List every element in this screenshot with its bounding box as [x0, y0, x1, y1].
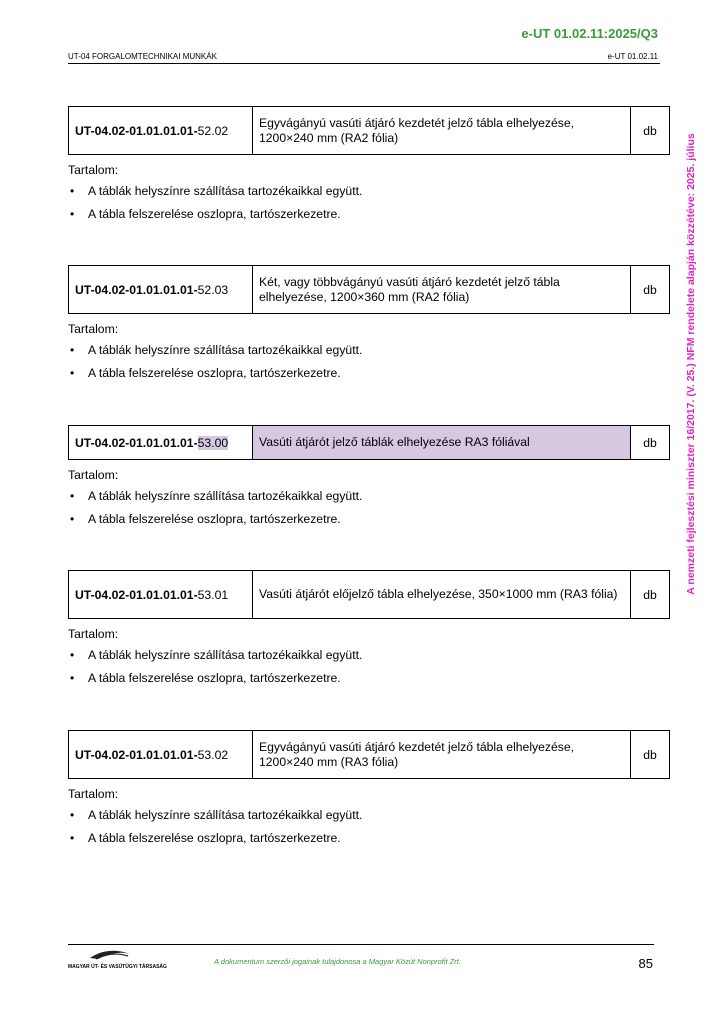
bullet-text: A tábla felszerelése oszlopra, tartószerkezetre. — [88, 671, 341, 685]
item-description: Két, vagy többvágányú vasúti átjáró kezdetét jelző tábla elhelyezése, 1200×360 mm (RA2 fólia) — [253, 266, 631, 314]
bullet-icon: • — [70, 648, 75, 662]
bullet-text: A tábla felszerelése oszlopra, tartószerkezetre. — [88, 366, 341, 380]
item-block — [68, 425, 670, 534]
bullet-icon: • — [70, 184, 75, 198]
bullet-icon: • — [70, 808, 75, 822]
bullet-item — [68, 488, 670, 511]
item-block — [68, 265, 670, 388]
item-code — [69, 426, 253, 460]
bullet-icon: • — [70, 207, 75, 221]
bullet-item — [68, 670, 670, 693]
page-number: 85 — [638, 956, 653, 971]
content-label: Tartalom: — [68, 627, 119, 641]
bullet-item — [68, 511, 670, 534]
item-description: Egyvágányú vasúti átjáró kezdetét jelző tábla elhelyezése, 1200×240 mm (RA3 fólia) — [253, 731, 631, 779]
content-bullets — [68, 488, 670, 534]
bullet-icon: • — [70, 343, 75, 357]
bullet-text: A tábla felszerelése oszlopra, tartószerkezetre. — [88, 831, 341, 845]
content-label: Tartalom: — [68, 322, 119, 336]
bullet-item — [68, 206, 670, 229]
header-chapter-title — [68, 52, 217, 61]
header-doc-ref: e-UT 01.02.11 — [607, 52, 658, 61]
item-code-prefix: UT-04.02-01.01.01.01- — [75, 587, 198, 602]
bullet-text: A táblák helyszínre szállítása tartozékaikkal együtt. — [88, 489, 363, 503]
item-code — [69, 107, 253, 155]
bullet-icon: • — [70, 831, 75, 845]
item-table — [68, 570, 670, 619]
item-unit: db — [631, 731, 670, 779]
item-description: Vasúti átjárót előjelző tábla elhelyezése, 350×1000 mm (RA3 fólia) — [253, 571, 631, 619]
association-logo — [68, 948, 168, 970]
item-code-suffix: 53.02 — [197, 747, 229, 762]
bullet-item — [68, 807, 670, 830]
item-code-prefix: UT-04.02-01.01.01.01- — [75, 282, 198, 297]
header-chapter-prefix: UT-04 F — [68, 52, 97, 61]
header-divider — [68, 63, 660, 64]
logo-text: MAGYAR ÚT- ÉS VASÚTÜGYI TÁRSASÁG — [68, 964, 167, 970]
side-publication-note — [684, 96, 698, 631]
item-code-suffix: 52.02 — [197, 123, 229, 138]
item-code-suffix: 53.01 — [197, 587, 229, 602]
item-block — [68, 570, 670, 693]
item-description: Egyvágányú vasúti átjáró kezdetét jelző tábla elhelyezése, 1200×240 mm (RA2 fólia) — [253, 107, 631, 155]
bullet-icon: • — [70, 512, 75, 526]
bullet-text: A táblák helyszínre szállítása tartozékaikkal együtt. — [88, 648, 363, 662]
content-label: Tartalom: — [68, 163, 119, 177]
bullet-item — [68, 365, 670, 388]
item-unit: db — [631, 426, 670, 460]
item-unit: db — [631, 107, 670, 155]
content-bullets — [68, 183, 670, 229]
item-code-suffix: 53.00 — [197, 435, 229, 450]
content-bullets — [68, 807, 670, 853]
footer-divider — [68, 944, 654, 945]
item-code — [69, 571, 253, 619]
content-label: Tartalom: — [68, 468, 119, 482]
header-chapter-rest: ORGALOMTECHNIKAI MUNKÁK — [96, 52, 217, 61]
item-block — [68, 730, 670, 853]
item-code-suffix: 52.03 — [197, 282, 229, 297]
bullet-text: A táblák helyszínre szállítása tartozékaikkal együtt. — [88, 184, 363, 198]
bullet-item — [68, 830, 670, 853]
content-bullets — [68, 342, 670, 388]
bullet-icon: • — [70, 671, 75, 685]
item-code-prefix: UT-04.02-01.01.01.01- — [75, 435, 198, 450]
item-table — [68, 265, 670, 314]
bullet-item — [68, 647, 670, 670]
item-code — [69, 731, 253, 779]
item-code — [69, 266, 253, 314]
content-label: Tartalom: — [68, 787, 119, 801]
copyright-notice: A dokumentum szerzői jogainak tulajdonosa a Magyar Közút Nonprofit Zrt. — [214, 957, 461, 966]
bullet-text: A tábla felszerelése oszlopra, tartószerkezetre. — [88, 512, 341, 526]
bullet-icon: • — [70, 366, 75, 380]
item-code-prefix: UT-04.02-01.01.01.01- — [75, 747, 198, 762]
bullet-item — [68, 342, 670, 365]
item-table — [68, 425, 670, 460]
item-table — [68, 730, 670, 779]
item-unit: db — [631, 266, 670, 314]
bullet-icon: • — [70, 489, 75, 503]
item-description: Vasúti átjárót jelző táblák elhelyezése RA3 fóliával — [253, 426, 631, 460]
bullet-text: A táblák helyszínre szállítása tartozékaikkal együtt. — [88, 343, 363, 357]
side-note-text: A nemzeti fejlesztési miniszter 16/2017. (V. 25.) NFM rendelete alapján közzétéve: 2025. július — [685, 132, 697, 595]
item-code-prefix: UT-04.02-01.01.01.01- — [75, 123, 198, 138]
item-block — [68, 106, 670, 229]
bullet-text: A táblák helyszínre szállítása tartozékaikkal együtt. — [88, 808, 363, 822]
bullet-text: A tábla felszerelése oszlopra, tartószerkezetre. — [88, 207, 341, 221]
item-table — [68, 106, 670, 155]
content-bullets — [68, 647, 670, 693]
document-code: e-UT 01.02.11:2025/Q3 — [521, 26, 658, 41]
item-unit: db — [631, 571, 670, 619]
bullet-item — [68, 183, 670, 206]
